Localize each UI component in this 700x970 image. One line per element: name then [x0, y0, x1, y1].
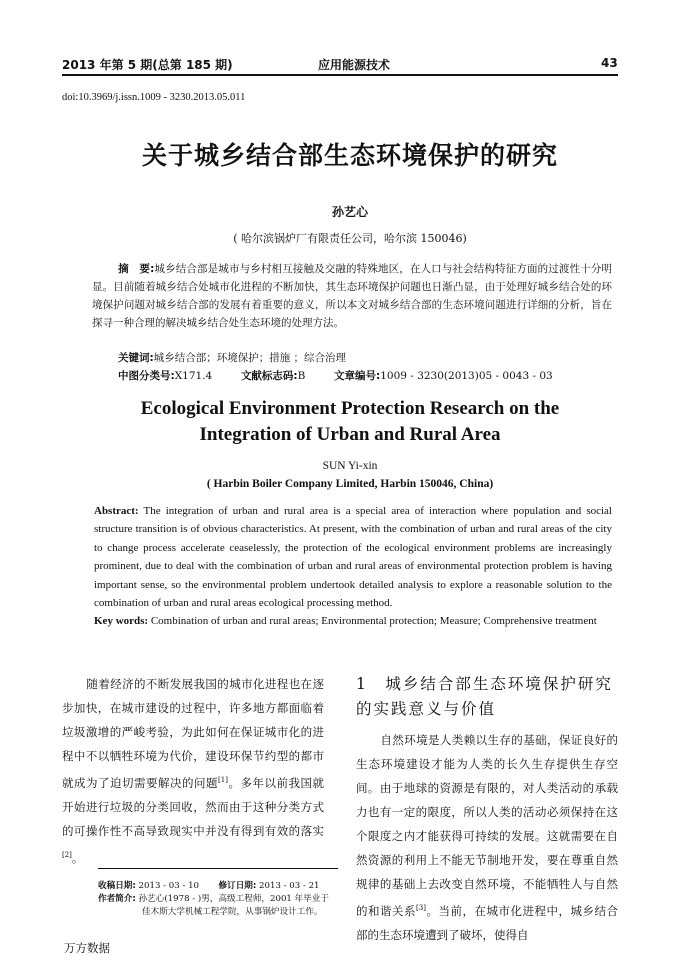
header-page-number: 43 — [601, 56, 618, 70]
doc-code-label: 文献标志码: — [240, 370, 298, 382]
body-right-text: 自然环境是人类赖以生存的基础，保证良好的生态环境建设才能为人类的长久生存提供生存空间。由于地球的资源是有限的，对人类活动的承载力也有一定的限度，所以人类的活动必须保持在这个限度之内才能获得可持续的发展。这就需要在自然资源的利用上不能无节制地开发，要在尊重自然规律的基础上去改变自然环境，不能牺牲人与自然的和谐关系 — [356, 733, 618, 918]
body-left-text2: 。多年以前我国就开始进行垃圾的分类回收，然而由于这种分类方式的可操作性不高导致现实中并没有得到有效的落实 — [62, 775, 324, 838]
doc-code-value: B — [297, 370, 306, 382]
body-left-text3: 。 — [71, 850, 84, 865]
abstract-cn — [92, 260, 612, 332]
footnote-rule — [98, 868, 338, 869]
keywords-cn — [118, 350, 346, 365]
body-left-text: 随着经济的不断发展我国的城市化进程也在逐步加快，在城市建设的过程中，许多地方都面临着垃圾激增的严峻考验，为此如何在保证城市化的进程中不以牺牲环境为代价，建设环保节约型的都市就成为了迫切需要解决的问题 — [62, 677, 324, 790]
body-left-column — [62, 672, 324, 870]
clc-value: X171.4 — [174, 370, 213, 382]
received-value: 2013 - 03 - 10 — [138, 881, 200, 891]
abstract-en-text: The integration of urban and rural area is a special area of interaction where population and social structure transition is of obvious characteristics. At present, with the combination of urban and rural areas of the city to change process accelerate ceaselessly, the protection of the ecological environment problems are increasingly prominent, due to deal with the combination of urban and rural areas of environmental protection problem is having important sense, so the environmental problem undertook detailed analysis to explore a reasonable solution to the combination of urban and rural areas ecological processing method. — [94, 505, 612, 610]
footnote — [98, 880, 338, 919]
ref-3: [3] — [416, 904, 426, 912]
classification-line — [118, 368, 553, 383]
clc-label: 中图分类号: — [118, 370, 175, 382]
abstract-cn-text: 城乡结合部是城市与乡村相互接触及交融的特殊地区，在人口与社会结构特征方面的过渡性十分明显。目前随着城乡结合处城市化进程的不断加快，其生态环境保护问题也日渐凸显，由于处理好城乡结合处的环境保护问题对城乡结合部的发展有着重要的意义，所以本文对城乡结合部的生态环境问题进行详细的分析，旨在探寻一种合理的解决城乡结合处生态环境的处理方法。 — [92, 263, 612, 329]
ref-1: [1] — [218, 776, 228, 784]
author-cn: 孙艺心 — [331, 205, 368, 219]
abstract-cn-label: 摘 要: — [118, 263, 155, 275]
title-en-line1: Ecological Environment Protection Research on the — [140, 398, 560, 419]
affiliation-cn: ( 哈尔滨锅炉厂有限责任公司，哈尔滨 150046) — [233, 232, 467, 245]
ref-2: [2] — [62, 850, 72, 859]
article-no-value: 1009 - 3230(2013)05 - 0043 - 03 — [380, 370, 553, 382]
section-1-heading: 1 城乡结合部生态环境保护研究的实践意义与价值 — [356, 675, 613, 718]
doi: doi:10.3969/j.issn.1009 - 3230.2013.05.011 — [62, 92, 246, 103]
revised-value: 2013 - 03 - 21 — [259, 881, 320, 891]
revised-label: 修订日期: — [218, 881, 257, 891]
body-right-text2: 。当前，在城市化进程中，城乡结合部的生态环境遭到了破坏，使得自 — [356, 903, 619, 942]
author-en: SUN Yi-xin — [322, 460, 378, 472]
bio-line2: 佳木斯大学机械工程学院，从事锅炉设计工作。 — [142, 907, 323, 917]
article-no-label: 文章编号: — [334, 370, 381, 382]
title-cn: 关于城乡结合部生态环境保护的研究 — [141, 141, 558, 170]
bio-label: 作者简介: — [98, 894, 136, 904]
abstract-en — [94, 502, 612, 631]
keywords-en-text: Combination of urban and rural areas; Environmental protection; Measure; Comprehensive treatment — [150, 615, 597, 628]
keywords-cn-label: 关键词: — [118, 352, 154, 364]
bio-line1: 孙艺心(1978 - )男，高级工程师，2001 年毕业于 — [138, 894, 329, 904]
header-issue: 2013 年第 5 期(总第 185 期) — [62, 58, 233, 72]
title-en — [0, 396, 700, 448]
title-en-line2: Integration of Urban and Rural Area — [199, 424, 501, 445]
affiliation-en: ( Harbin Boiler Company Limited, Harbin 150046, China) — [206, 478, 494, 490]
body-right-column — [356, 728, 618, 947]
keywords-cn-text: 城乡结合部；环境保护；措施 ；综合治理 — [153, 352, 347, 364]
received-label: 收稿日期: — [98, 881, 136, 891]
keywords-en-label: Key words: — [94, 615, 149, 628]
header-journal: 应用能源技术 — [318, 58, 391, 72]
footer-watermark: 万方数据 — [64, 941, 110, 955]
abstract-en-label: Abstract: — [94, 505, 139, 517]
header-rule — [62, 74, 618, 76]
